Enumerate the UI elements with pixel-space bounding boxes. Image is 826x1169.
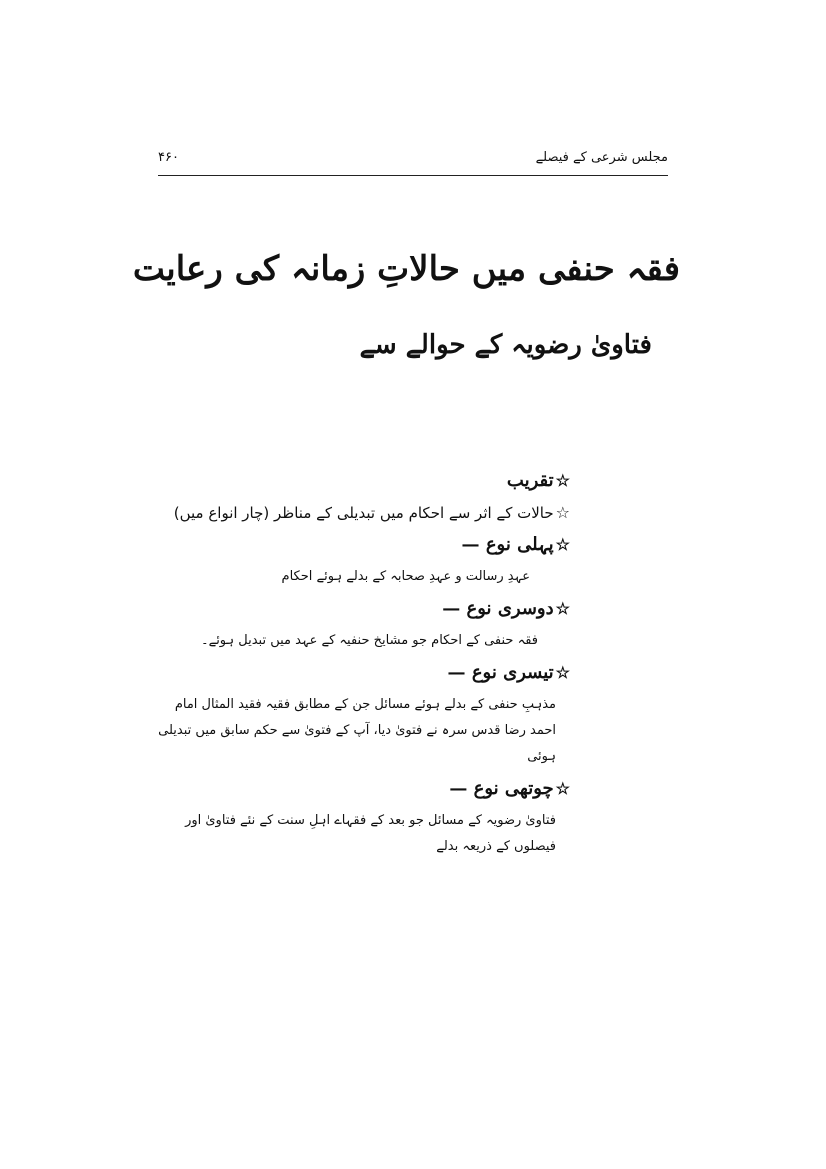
toc-item-fourth-type bbox=[150, 776, 570, 802]
chapter-title: فقہ حنفی میں حالاتِ زمانہ کی رعایت bbox=[132, 249, 680, 289]
toc-item-taqreeb bbox=[150, 468, 570, 494]
toc-item-overview bbox=[150, 500, 570, 526]
star-icon: ☆ bbox=[555, 471, 570, 490]
toc-item-third-type-desc: مذہبِ حنفی کے بدلے ہوئے مسائل جن کے مطابق فقیہ فقید المثال امام احمد رضا قدس سرہ نے فتویٰ دیا، آپ کے فتویٰ سے حکم سابق میں تبدیلی ہوئی bbox=[158, 697, 556, 764]
toc-item-label: حالات کے اثر سے احکام میں تبدیلی کے مناظر (چار انواع میں) bbox=[173, 504, 554, 522]
star-icon: ☆ bbox=[555, 779, 570, 798]
toc-item-label: تیسری نوع — bbox=[447, 662, 554, 683]
chapter-subtitle: فتاویٰ رضویہ کے حوالے سے bbox=[359, 330, 652, 360]
toc-item-first-type bbox=[150, 532, 570, 558]
star-icon: ☆ bbox=[555, 599, 570, 618]
toc-item-label: چوتھی نوع — bbox=[449, 778, 554, 799]
header-rule bbox=[158, 175, 668, 176]
toc-item-second-type bbox=[150, 596, 570, 622]
page-number: ۴۶۰ bbox=[158, 150, 179, 165]
running-header-title: مجلس شرعی کے فیصلے bbox=[535, 150, 668, 165]
star-icon: ☆ bbox=[555, 663, 570, 682]
toc-item-label: تقریب bbox=[506, 470, 554, 491]
toc-item-label: پہلی نوع — bbox=[461, 534, 554, 555]
toc-item-third-type bbox=[150, 660, 570, 686]
toc-item-fourth-type-desc: فتاویٰ رضویہ کے مسائل جو بعد کے فقہاے اہلِ سنت کے نئے فتاویٰ اور فیصلوں کے ذریعہ بدلے bbox=[185, 813, 556, 854]
table-of-contents bbox=[150, 468, 570, 866]
running-header bbox=[158, 150, 668, 178]
star-icon: ☆ bbox=[555, 503, 570, 522]
star-icon: ☆ bbox=[555, 535, 570, 554]
toc-item-label: دوسری نوع — bbox=[442, 598, 554, 619]
toc-item-first-type-desc: عہدِ رسالت و عہدِ صحابہ کے بدلے ہوئے احکام bbox=[281, 569, 530, 584]
toc-item-second-type-desc: فقہ حنفی کے احکام جو مشایخ حنفیہ کے عہد میں تبدیل ہوئے۔ bbox=[200, 633, 538, 648]
